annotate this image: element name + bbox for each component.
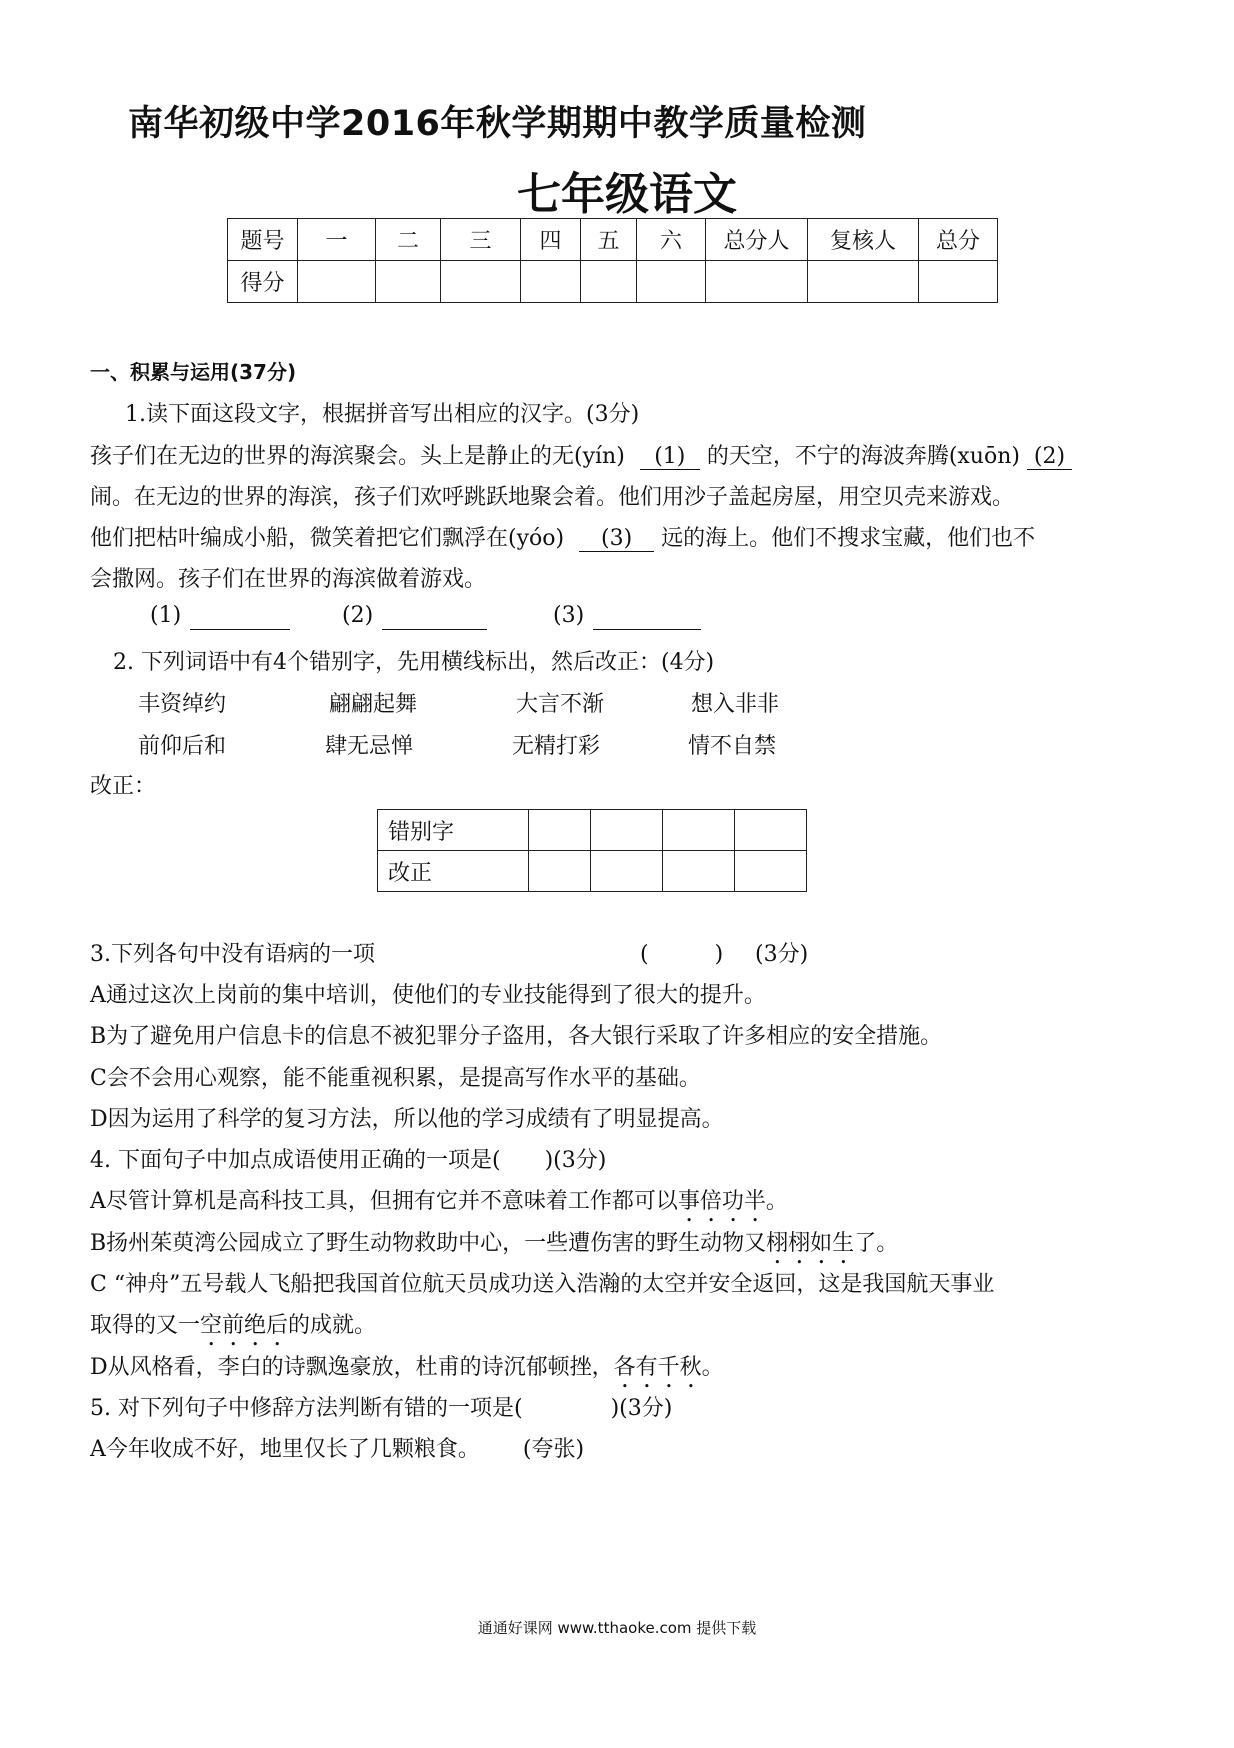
q3-prompt: 3.下列各句中没有语病的一项: [90, 942, 375, 967]
q4-text: B扬州茱萸湾公园成立了野生动物救助中心，一些遭伤害的野生动物又: [90, 1231, 767, 1256]
q4-text: 取得的又一: [90, 1313, 201, 1338]
score-cell[interactable]: [706, 261, 808, 303]
q1-blank-1[interactable]: (1): [640, 444, 700, 470]
q5-prompt: 5. 对下列句子中修辞方法判断有错的一项是( )(3分): [90, 1396, 673, 1421]
q1-passage-line: 闹。在无边的世界的海滨，孩子们欢呼跳跃地聚会着。他们用沙子盖起房屋，用空贝壳来游戏。: [90, 485, 1015, 510]
q4-option-b: [90, 1226, 898, 1269]
q1-text: 他们把枯叶编成小船，微笑着把它们飘浮在(yóo): [90, 526, 565, 551]
q1-answer-label: (1): [150, 603, 182, 628]
q5-text: A今年收成不好，地里仅长了几颗粮食。: [90, 1437, 480, 1462]
q2-word[interactable]: 肆无忌惮: [325, 734, 414, 759]
q2-table-label: 错别字: [378, 810, 529, 851]
q2-word[interactable]: 翩翩起舞: [329, 692, 418, 717]
q1-passage-line: [90, 439, 1072, 470]
score-cell[interactable]: [298, 261, 376, 303]
q5-option-a: [90, 1432, 584, 1463]
q4-dotted-idiom: 栩栩如生: [766, 1231, 855, 1256]
q2-table-cell[interactable]: [591, 810, 663, 851]
q1-answer-blank[interactable]: [593, 603, 701, 630]
exam-subtitle: 七年级语文: [517, 169, 737, 220]
q1-answer-label: (2): [342, 603, 374, 628]
q2-word[interactable]: 情不自禁: [688, 734, 777, 759]
q4-text: D从风格看，李白的诗飘逸豪放，杜甫的诗沉郁顿挫，: [90, 1355, 614, 1380]
q2-table-cell[interactable]: [529, 851, 591, 892]
score-header-cell: 二: [376, 219, 441, 261]
q2-table-cell[interactable]: [735, 810, 807, 851]
q4-text: 。: [701, 1355, 724, 1380]
score-header-cell: 题号: [228, 219, 298, 261]
score-cell[interactable]: [637, 261, 706, 303]
q2-word[interactable]: 前仰后和: [138, 734, 227, 759]
q3-score: (3分): [755, 942, 809, 967]
q4-text: 了。: [854, 1231, 899, 1256]
q2-correct-label: 改正：: [90, 774, 157, 799]
q2-word[interactable]: 大言不渐: [516, 692, 605, 717]
q4-dotted-idiom: 空前绝后: [200, 1313, 289, 1338]
q2-table-label: 改正: [378, 851, 529, 892]
q3-answer-paren[interactable]: ( ): [640, 942, 724, 967]
q5-rhetoric-tag: (夸张): [522, 1437, 585, 1462]
q4-option-c-cont: [90, 1308, 376, 1351]
score-cell[interactable]: [521, 261, 581, 303]
q2-table-cell[interactable]: [663, 851, 735, 892]
q4-dotted-idiom: 各有千秋: [613, 1355, 702, 1380]
q2-table-cell[interactable]: [735, 851, 807, 892]
score-header-cell: 六: [637, 219, 706, 261]
q1-blank-3[interactable]: (3): [579, 526, 654, 552]
q4-text: 的成就。: [288, 1313, 377, 1338]
q3-option-d: D因为运用了科学的复习方法，所以他的学习成绩有了明显提高。: [90, 1107, 724, 1132]
q1-answer-row: [0, 603, 1234, 635]
score-header-cell: 总分: [919, 219, 998, 261]
score-header-cell: 一: [298, 219, 376, 261]
q4-text: A尽管计算机是高科技工具，但拥有它并不意味着工作都可以: [90, 1189, 678, 1214]
q1-answer-blank[interactable]: [382, 603, 487, 630]
q1-text: 远的海上。他们不搜求宝藏，他们也不: [661, 526, 1036, 551]
q2-table-cell[interactable]: [663, 810, 735, 851]
exam-title: 南华初级中学2016年秋学期期中教学质量检测: [128, 104, 867, 144]
score-cell[interactable]: [808, 261, 919, 303]
q1-text: 孩子们在无边的世界的海滨聚会。头上是静止的无(yín): [90, 444, 625, 469]
q2-table-cell[interactable]: [591, 851, 663, 892]
q4-option-a: [90, 1184, 788, 1227]
score-header-cell: 四: [521, 219, 581, 261]
q2-word-row: [0, 687, 1234, 717]
score-cell[interactable]: [919, 261, 998, 303]
q4-option-c: C “神舟”五号载人飞船把我国首位航天员成功送入浩瀚的太空并安全返回，这是我国航天事业: [90, 1272, 995, 1297]
q2-word[interactable]: 想入非非: [691, 692, 780, 717]
score-cell[interactable]: [581, 261, 637, 303]
q1-answer-blank[interactable]: [190, 603, 290, 630]
q1-passage-line: [90, 521, 1035, 552]
footer-credit: 通通好课网 www.tthaoke.com 提供下载: [477, 1619, 757, 1637]
q2-word[interactable]: 无精打彩: [512, 734, 601, 759]
q1-passage-line: 会撒网。孩子们在世界的海滨做着游戏。: [90, 567, 487, 592]
q2-word-row: [0, 729, 1234, 759]
q1-blank-2[interactable]: (2): [1027, 444, 1072, 470]
score-header-cell: 复核人: [808, 219, 919, 261]
score-header-cell: 三: [441, 219, 521, 261]
q1-answer-label: (3): [553, 603, 585, 628]
q2-correction-table: [377, 809, 807, 892]
q2-word[interactable]: 丰资绰约: [138, 692, 227, 717]
q3-option-b: B为了避免用户信息卡的信息不被犯罪分子盗用，各大银行采取了许多相应的安全措施。: [90, 1024, 943, 1049]
q4-text: 。: [765, 1189, 788, 1214]
q3-option-a: A通过这次上岗前的集中培训，使他们的专业技能得到了很大的提升。: [90, 983, 766, 1008]
q3-option-c: C会不会用心观察，能不能重视积累，是提高写作水平的基础。: [90, 1066, 701, 1091]
section-heading: 一、积累与运用(37分): [90, 360, 297, 384]
score-cell[interactable]: [441, 261, 521, 303]
q1-prompt: 1.读下面这段文字，根据拼音写出相应的汉字。(3分): [125, 402, 640, 427]
q4-prompt: 4. 下面句子中加点成语使用正确的一项是( )(3分): [90, 1148, 607, 1173]
score-header-cell: 五: [581, 219, 637, 261]
q2-table-cell[interactable]: [529, 810, 591, 851]
score-cell[interactable]: [376, 261, 441, 303]
q2-prompt: 2. 下列词语中有4个错别字，先用横线标出，然后改正：(4分): [113, 650, 715, 675]
q1-text: 的天空，不宁的海波奔腾(xuōn): [706, 444, 1020, 469]
q4-dotted-idiom: 事倍功半: [677, 1189, 766, 1214]
score-header-cell: 总分人: [706, 219, 808, 261]
q4-option-d: [90, 1350, 724, 1393]
score-table: [227, 218, 998, 303]
score-row-label: 得分: [228, 261, 298, 303]
